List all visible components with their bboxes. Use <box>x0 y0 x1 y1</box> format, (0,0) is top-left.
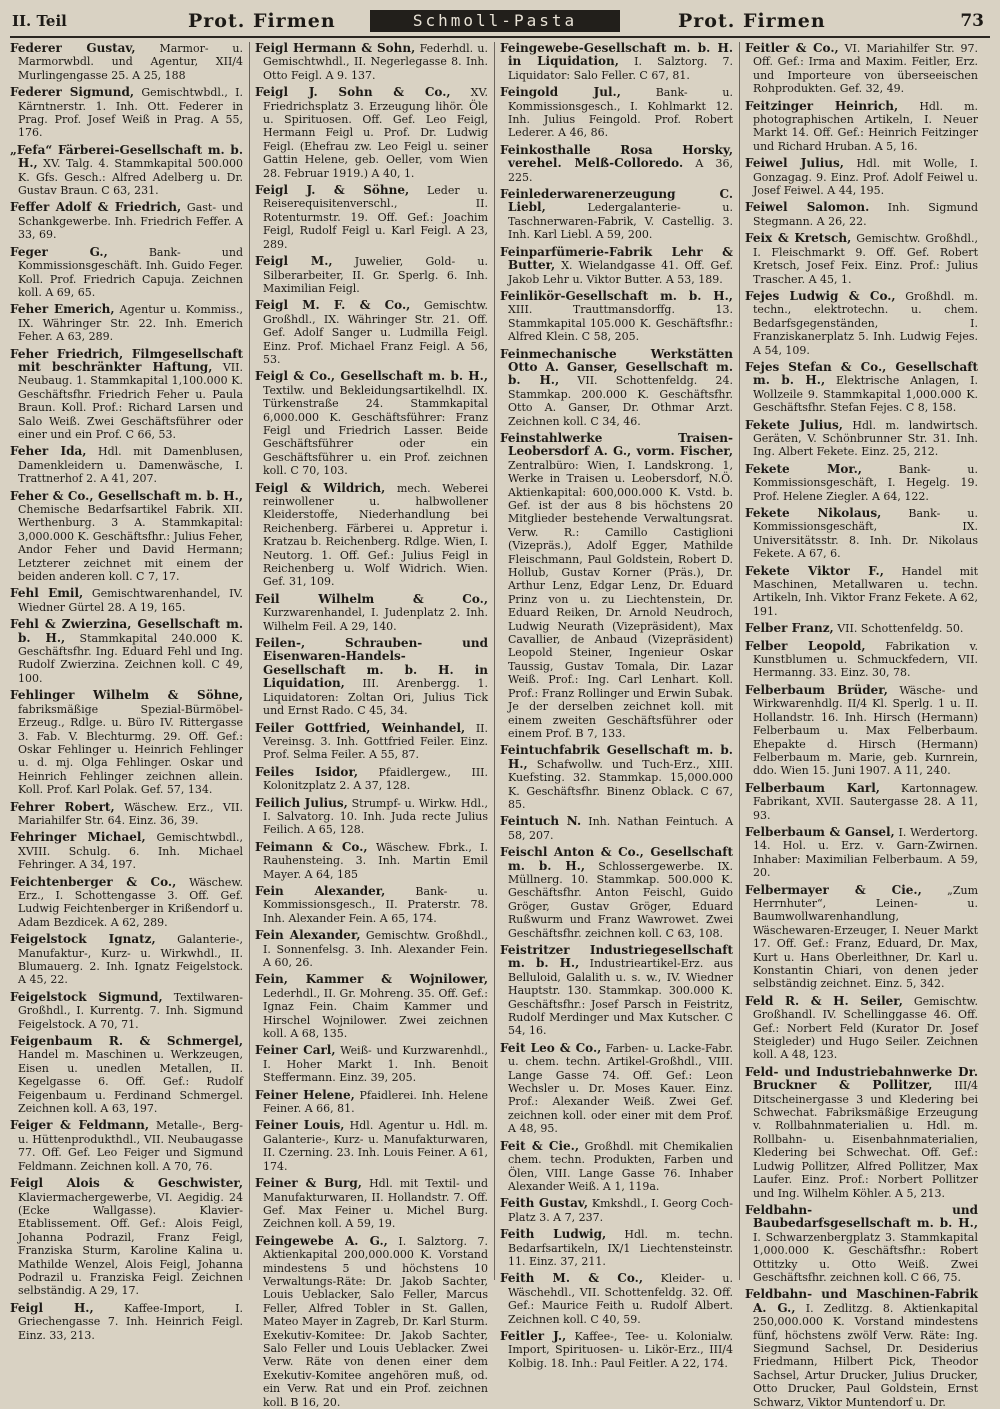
firm-details: Fabrikation v. Kunstblumen u. Schmuckfedern, VII. Hermanng. 33. Einz. 30, 78. <box>753 639 978 680</box>
page-number: 73 <box>960 11 984 31</box>
firm-details: Zentralbüro: Wien, I. Landskrong. 1, Werke in Traisen u. Leobersdorf, N.Ö. Aktienkapital: 600,000.000 K. Vstd. b. Gef. ist der aus 8 bis höchstens 20 Mitglieder bestehende Verwaltungsrat. Verw. R.: Camillo Castiglioni (Vizepräs.), Adolf Egger, Mathilde Fleischmann, Paul Goldstein, Robert D. Hollub, Gustav Korner (Präs.), Dr. Arthur Lenz, Edgar Lenz, Dr. Eduard Prinz von u. zu Liechtenstein, Dr. Eduard Reiken, Dr. Arnold Neudroch, Ludwig Neurath (Vizepräsident), Max Cavallier, de Anbaud (Vizepräsident) Leopold Steiner, Ingenieur Oskar Taussig, Gustav Tomala, Dir. Lazar Weiß. Prof.: Ing. Carl Lenhart. Koll. Prof.: Franz Rollinger und Erwin Subak. Je der derselben zeichnet koll. mit einem zweiten Geschäftsführer oder einem Prof. B 7, 133. <box>508 458 733 740</box>
directory-entry <box>10 933 243 987</box>
directory-entry <box>745 232 978 286</box>
firm-details: Galanterie-, Manufaktur-, Kurz- u. Wirkwhdl., II. Blumauerg. 2. Inh. Ignatz Feigelstock. A 45, 22. <box>18 933 243 987</box>
directory-entry <box>10 445 243 485</box>
firm-name: Feigl H., <box>10 1300 94 1315</box>
firm-name: Fekete Mor., <box>745 461 862 476</box>
directory-entry <box>10 876 243 930</box>
firm-name: Feher Emerich, <box>10 302 115 317</box>
firm-details: VII. Schottenfeldg. 24. Stammkap. 200.000 K. Geschäftsfhr. Otto A. Ganser, Dr. Othmar Arzt. Zeichnen koll. C 34, 46. <box>508 374 733 428</box>
firm-name: Fekete Julius, <box>745 417 843 432</box>
directory-entry <box>500 290 733 344</box>
directory-entry <box>10 144 243 198</box>
firm-details: Kleider- u. Wäschehdl., VII. Schottenfeldg. 32. Off. Gef.: Maurice Feith u. Rudolf Albert. Zeichnen koll. C 40, 59. <box>508 1272 733 1326</box>
directory-entry <box>500 1330 733 1370</box>
firm-name: Feldbahn- und Baubedarfsgesellschaft m. b. H., <box>745 1202 978 1231</box>
firm-name: Fekete Nikolaus, <box>745 506 882 520</box>
column-2 <box>255 41 489 1409</box>
firm-details: I. Salztorg. 7. Liquidator: Salo Feller. C 67, 81. <box>508 55 734 82</box>
firm-name: Feiwel Julius, <box>745 156 844 171</box>
firm-name: Feiles Isidor, <box>255 764 359 779</box>
firm-details: Wäschew. Fbrk., I. Rauhensteing. 3. Inh. Martin Emil Mayer. A 64, 185 <box>263 840 489 881</box>
firm-details: Juwelier, Gold- u. Silberarbeiter, II. Gr. Sperlg. 6. Inh. Maximilian Feigl. <box>263 255 488 295</box>
directory-entry <box>10 348 243 442</box>
firm-details: Bank- u. Kommissionsgeschäft, I. Hegelg. 19. Prof. Helene Ziegler. A 64, 122. <box>753 462 979 503</box>
firm-details: Marmor- u. Marmorwbdl. und Agentur, XII/4 Murlingengasse 25. A 25, 188 <box>18 42 244 82</box>
firm-details: Inh. Sigmund Stegmann. A 26, 22. <box>753 201 978 228</box>
section-title-left: Prot. Firmen <box>188 10 336 32</box>
directory-entry <box>10 1302 243 1342</box>
firm-details: Hdl. mit Textil- und Manufakturwaren, II. Hollandstr. 7. Off. Gef. Max Feiner u. Michel Burg. Zeichnen koll. A 59, 19. <box>263 1177 489 1231</box>
directory-entry <box>745 1288 978 1409</box>
firm-details: Chemische Bedarfsartikel Fabrik. XII. Werthenburg. 3 A. Stammkapital: 3,000.000 K. Geschäftsfhr.: Julius Feher, Andor Feher und David Hermann; Letzterer zeichnet mit einem der beiden anderen koll. C 7, 17. <box>18 503 243 584</box>
firm-name: Felberbaum Brüder, <box>745 682 888 697</box>
directory-entry <box>10 801 243 828</box>
section-title-right: Prot. Firmen <box>678 10 826 32</box>
firm-name: Fejes Ludwig & Co., <box>745 288 896 303</box>
directory-entry <box>255 1044 488 1084</box>
firm-name: Feichtenberger & Co., <box>10 874 177 889</box>
column-1 <box>10 41 244 1342</box>
firm-name: Feingewebe A. G., <box>255 1233 388 1248</box>
directory-entry <box>745 201 978 228</box>
directory-entry <box>500 1042 733 1136</box>
firm-details: Pfaidlerei. Inh. Helene Feiner. A 66, 81. <box>263 1088 488 1116</box>
firm-name: Felberbaum Karl, <box>745 780 880 795</box>
firm-details: Ledergalanterie- u. Taschnerwaren-Fabrik, V. Castellig. 3. Inh. Karl Liebl. A 59, 200. <box>508 201 733 242</box>
directory-entry <box>255 1235 488 1409</box>
directory-entry <box>10 587 243 614</box>
directory-entry <box>10 689 243 796</box>
firm-details: Leder u. Reiserequisitenverschl., II. Rotenturmstr. 19. Off. Gef.: Joachim Feigl, Rudolf Feigl u. Karl Feigl. A 23, 289. <box>263 184 488 251</box>
firm-details: VII. Schottenfeldg. 50. <box>837 622 964 636</box>
entry-columns <box>10 41 990 1409</box>
directory-entry <box>255 722 488 762</box>
directory-entry <box>255 593 488 633</box>
firm-details: III. Arenbergg. 1. Liquidatoren: Zoltan Ori, Julius Tick und Ernst Rado. C 45, 34. <box>263 677 488 718</box>
directory-entry <box>10 831 243 871</box>
firm-details: I. Werdertorg. 14. Hol. u. Erz. v. Garn-Zwirnen. Inhaber: Maximilian Felberbaum. A 59, 20. <box>753 825 979 880</box>
directory-entry <box>745 100 978 154</box>
firm-name: Feinlikör-Gesellschaft m. b. H., <box>500 288 733 303</box>
directory-entry <box>255 86 488 180</box>
firm-name: Feiner Louis, <box>255 1118 345 1133</box>
column-divider <box>249 42 250 1280</box>
directory-entry <box>10 246 243 300</box>
firm-details: I. Salztorg. 7. Aktienkapital 200,000.000 K. Vorstand mindestens 5 und höchstens 10 Verwaltungs-Räte: Dr. Jakob Sachter, Louis Ueblacker, Salo Feller, Marcus Feller, Alfred Tobler in St. Gallen, Mateo Mayer in Zagreb, Dr. Karl Sturm. Exekutiv-Komitee: Dr. Jakob Sachter, Salo Feller und Louis Ueblacker. Zwei Verw. Räte von denen einer dem Exekutiv-Komitee angehören muß, od. ein Verw. Rat und ein Prof. zeichnen koll. B 16, 20. <box>263 1234 488 1409</box>
firm-name: Feix & Kretsch, <box>745 231 852 246</box>
directory-entry <box>500 42 733 82</box>
firm-details: Hdl. m. techn. Bedarfsartikeln, IX/1 Liechtensteinstr. 11. Einz. 37, 211. <box>508 1228 734 1268</box>
directory-entry <box>500 144 733 184</box>
firm-name: Feingold Jul., <box>500 85 621 100</box>
firm-name: Feilich Julius, <box>255 795 348 810</box>
directory-entry <box>745 463 978 503</box>
firm-details: Hdl. m. landwirtsch. Geräten, V. Schönbrunner Str. 31. Inh. Ing. Albert Fekete. Einz. 25, 212. <box>753 418 978 459</box>
directory-entry <box>255 184 488 251</box>
firm-details: Federhdl. u. Gemischtwhdl., II. Negerlegasse 8. Inh. Otto Feigl. A 9. 137. <box>263 42 488 82</box>
firm-details: Textilwaren-Großhdl., I. Kurrentg. 7. Inh. Sigmund Feigelstock. A 70, 71. <box>18 990 243 1031</box>
directory-entry <box>255 299 488 366</box>
directory-entry <box>745 884 978 991</box>
directory-entry <box>10 303 243 343</box>
firm-details: VI. Mariahilfer Str. 97. Off. Gef.: Irma and Maxim. Feitler, Erz. und Importeure von überseeischen Rohprodukten. Gef. 32, 49. <box>753 42 978 96</box>
firm-details: Pfaidlergew., III. Kolonitzplatz 2. A 37, 128. <box>263 765 489 793</box>
firm-name: Feischl Anton & Co., Gesellschaft m. b. H., <box>500 845 733 873</box>
directory-entry <box>745 1204 978 1284</box>
firm-name: Feimann & Co., <box>255 839 368 854</box>
firm-name: Feiwel Salomon. <box>745 200 870 215</box>
firm-name: Fein Alexander, <box>255 883 386 898</box>
firm-details: XIII. Trauttmansdorffg. 13. Stammkapital 105.000 K. Geschäftsfhr.: Alfred Klein. C 58, 205. <box>508 303 733 344</box>
directory-entry <box>745 995 978 1062</box>
directory-entry <box>745 565 978 619</box>
firm-details: Wäschew. Erz., I. Schottengasse 3. Off. Gef. Ludwig Feichtenberger in Krißendorf u. Adam Bezdicek. A 62, 289. <box>18 875 244 929</box>
directory-entry <box>255 973 488 1040</box>
firm-name: Feit & Cie., <box>500 1138 579 1153</box>
firm-details: XV. Friedrichsplatz 3. Erzeugung lihör. Öle u. Spirituosen. Off. Gef. Leo Feigl, Hermann Feigl u. Prof. Dr. Ludwig Feigl. (Ehefrau zw. Leo Feigl u. seiner Gattin Helene, geb. Oeller, vom Wien 28. Februar 1919.) A 40, 1. <box>263 86 489 180</box>
firm-name: Feinmechanische Werkstätten Otto A. Ganser, Gesellschaft m. b. H., <box>500 346 733 388</box>
firm-name: Feith Gustav, <box>500 1196 589 1211</box>
directory-entry <box>255 42 488 82</box>
directory-entry <box>255 370 488 477</box>
firm-name: Fekete Viktor F., <box>745 563 884 578</box>
firm-details: Gast- und Schankgewerbe. Inh. Friedrich Feffer. A 33, 69. <box>18 201 243 242</box>
directory-entry <box>500 815 733 842</box>
firm-name: Feigl J. Sohn & Co., <box>255 85 451 100</box>
column-4 <box>745 41 979 1409</box>
firm-details: Bank- u. Kommissionsgesch., II. Praterstr. 78. Inh. Alexander Fein. A 65, 174. <box>263 884 488 925</box>
directory-entry <box>745 507 978 561</box>
firm-details: Handel mit Maschinen, Metallwaren u. techn. Artikeln, Inh. Viktor Franz Fekete. A 62, 191. <box>753 564 979 618</box>
directory-entry <box>745 622 978 635</box>
firm-name: Feith Ludwig, <box>500 1227 607 1242</box>
advertisement-banner: Schmoll-Pasta <box>370 10 620 32</box>
firm-name: Feger G., <box>10 244 108 259</box>
directory-entry <box>745 684 978 778</box>
directory-entry <box>745 361 978 415</box>
firm-details: Kaffee-, Tee- u. Kolonialw. Import, Spirituosen- u. Likör-Erz., III/4 Kolbig. 18. Inh.: Paul Feitler. A 22, 174. <box>508 1329 733 1370</box>
firm-name: Feitzinger Heinrich, <box>745 98 899 113</box>
firm-details: Klaviermachergewerbe, VI. Aegidig. 24 (Ecke Wallgasse). Klavier-Etablissement. Off. Gef.: Alois Feigl, Johanna Podrazil, Franz Feigl, Franziska Sturm, Karoline Kalina u. Mathilde Wenzel, Alois Feigl, Johanna Podrazil u. Franziska Feigl. Zeichnen selbständig. A 29, 17. <box>18 1190 243 1298</box>
firm-details: Elektrische Anlagen, I. Wollzeile 9. Stammkapital 1,000.000 K. Geschäftsfhr. Stefan Fejes. C 8, 158. <box>753 374 978 415</box>
firm-name: Feld R. & H. Seiler, <box>745 993 903 1008</box>
directory-entry <box>500 1228 733 1268</box>
directory-entry <box>745 42 978 96</box>
page-header <box>10 6 990 38</box>
firm-name: Feil Wilhelm & Co., <box>255 591 488 606</box>
firm-details: Gemischtwbdl., XVIII. Schulg. 6. Inh. Michael Fehringer. A 34, 197. <box>18 831 244 872</box>
firm-details: A 36, 225. <box>508 157 733 184</box>
directory-entry <box>255 797 488 837</box>
firm-name: „Fefa“ Färberei-Gesellschaft m. b. H., <box>10 142 243 171</box>
firm-name: Feffer Adolf & Friedrich, <box>10 200 182 215</box>
firm-details: Gemischtw. Großhdl., I. Sonnenfelsg. 3. Inh. Alexander Fein. A 60, 26. <box>263 929 489 969</box>
firm-details: Inh. Nathan Feintuch. A 58, 207. <box>508 815 734 842</box>
directory-entry <box>500 432 733 740</box>
firm-details: I. Zedlitzg. 8. Aktienkapital 250,000.000 K. Vorstand mindestens fünf, höchstens zwölf Verw. Räte: Ing. Siegmund Sachsel, Dr. Desiderius Friedmann, Hilbert Pick, Theodor Sachsel, Artur Drucker, Julius Drucker, Otto Drucker, Paul Goldstein, Ernst Schwarz, Viktor Muntendorf u. Dr. <box>753 1301 979 1409</box>
firm-name: Fehl & Zwierzina, Gesellschaft m. b. H., <box>10 617 243 645</box>
directory-entry <box>10 618 243 685</box>
firm-name: Fehlinger Wilhelm & Söhne, <box>10 688 243 703</box>
firm-details: Bank- und Kommissionsgeschäft. Inh. Guido Feger. Koll. Prof. Friedrich Capuja. Zeichnen koll. A 69, 65. <box>18 245 244 299</box>
directory-entry <box>745 782 978 822</box>
firm-name: Feigl & Co., Gesellschaft m. b. H., <box>255 369 488 384</box>
firm-name: Feiger & Feldmann, <box>10 1118 150 1133</box>
directory-entry <box>10 991 243 1031</box>
firm-details: XV. Talg. 4. Stammkapital 500.000 K. Gfs. Gesch.: Alfred Adelberg u. Dr. Gustav Braun. C 63, 231. <box>18 157 244 198</box>
firm-details: Kurzwarenhandel, I. Judenplatz 2. Inh. Wilhelm Feil. A 29, 140. <box>263 606 488 633</box>
column-divider <box>739 42 740 1280</box>
firm-name: Fein, Kammer & Wojnilower, <box>255 972 488 987</box>
directory-entry <box>10 201 243 241</box>
firm-name: Feinlederwarenerzeugung C. Liebl, <box>500 187 733 215</box>
firm-name: Feingewebe-Gesellschaft m. b. H. in Liquidation, <box>500 41 733 69</box>
firm-details: X. Wielandgasse 41. Off. Gef. Jakob Lehr u. Viktor Butter. A 53, 189. <box>508 259 733 286</box>
firm-name: Feintuchfabrik Gesellschaft m. b. H., <box>500 743 733 771</box>
firm-details: Gemischtw. Großhdl., I. Fleischmarkt 9. Off. Gef. Robert Kretsch, Josef Feix. Einz. Prof.: Julius Trascher. A 45, 1. <box>753 232 979 286</box>
directory-entry <box>745 826 978 880</box>
firm-details: Lederhdl., II. Gr. Mohreng. 35. Off. Gef.: Ignaz Fein. Chaim Kammer und Hirschel Wojnilower. Zwei zeichnen koll. A 68, 135. <box>263 986 488 1041</box>
firm-details: Hdl. m. photographischen Artikeln, I. Neuer Markt 14. Off. Gef.: Heinrich Feitzinger und Richard Hruban. A 5, 16. <box>753 99 978 153</box>
firm-details: Kmkshdl., I. Georg Coch-Platz 3. A 7, 237. <box>508 1197 733 1224</box>
directory-entry <box>255 929 488 969</box>
directory-entry <box>10 86 243 140</box>
firm-name: Feiler Gottfried, Weinhandel, <box>255 720 466 735</box>
firm-name: Feith M. & Co., <box>500 1271 644 1286</box>
directory-entry <box>255 255 488 295</box>
firm-name: Feinstahlwerke Traisen-Leobersdorf A. G., vorm. Fischer, <box>500 430 733 459</box>
directory-entry <box>500 86 733 140</box>
firm-name: Federer Sigmund, <box>10 85 135 100</box>
firm-details: Kartonnagew. Fabrikant, XVII. Sautergasse 28. A 11, 93. <box>753 781 978 822</box>
firm-details: Bank- u. Kommissionsgeschäft, IX. Universitätsstr. 8. Inh. Dr. Nikolaus Fekete. A 67, 6. <box>753 507 979 561</box>
firm-name: Feher Ida, <box>10 444 87 459</box>
firm-details: Hdl. mit Damenblusen, Damenkleidern u. Damenwäsche, I. Trattnerhof 2. A 41, 207. <box>18 445 243 486</box>
column-3 <box>500 41 734 1370</box>
directory-entry <box>255 1089 488 1116</box>
firm-name: Feigenbaum R. & Schmergel, <box>10 1034 243 1049</box>
firm-details: Weiß- und Kurzwarenhdl., I. Hoher Markt 1. Inh. Benoit Steffermann. Einz. 39, 205. <box>263 1044 488 1085</box>
firm-name: Feiner & Burg, <box>255 1176 362 1191</box>
firm-details: Wäschew. Erz., VII. Mariahilfer Str. 64. Einz. 36, 39. <box>18 800 243 827</box>
firm-details: Handel m. Maschinen u. Werkzeugen, Eisen u. unedlen Metallen, II. Kegelgasse 6. Off. Gef.: Rudolf Feigenbaum u. Ferdinand Schmergel. Zeichnen koll. A 63, 197. <box>18 1048 243 1116</box>
directory-entry <box>10 490 243 584</box>
firm-name: Feher Friedrich, Filmgesellschaft mit beschränkter Haftung, <box>10 346 243 374</box>
firm-details: Großhdl. mit Chemikalien chem. techn. Produkten, Farben und Ölen, VIII. Lange Gasse 76. Inhaber Alexander Weiß. A 1, 119a. <box>508 1139 734 1193</box>
directory-entry <box>745 640 978 680</box>
firm-name: Feigelstock Sigmund, <box>10 989 163 1004</box>
directory-entry <box>745 290 978 357</box>
directory-entry <box>255 482 488 589</box>
firm-details: fabriksmäßige Spezial-Bürmöbel-Erzeug., Rdlge. u. Büro IV. Rittergasse 3. Fab. V. Blechturmg. 29. Off. Gef.: Oskar Fehlinger u. Heinrich Fehlinger u. d. mj. Olga Fehlinger. Oskar und Heinrich Fehlinger zeichnen allein. Koll. Prof. Karl Polak. Gef. 57, 134. <box>18 702 243 797</box>
directory-entry <box>500 944 733 1038</box>
directory-entry <box>500 246 733 286</box>
firm-name: Feigl M., <box>255 254 333 269</box>
firm-name: Felber Franz, <box>745 621 834 636</box>
firm-details: Gemischtw. Großhdl., IX. Währinger Str. 21. Off. Gef. Adolf Sanger u. Ludmilla Feigl. Einz. Prof. Michael Franz Feigl. A 56, 53. <box>263 299 489 366</box>
firm-name: Feinkosthalle Rosa Horsky, verehel. Melß-Colloredo. <box>500 142 733 171</box>
firm-details: Agentur u. Kommiss., IX. Währinger Str. 22. Inh. Emerich Feher. A 63, 289. <box>18 303 243 344</box>
firm-details: Gemischtwarenhandel, IV. Wiedner Gürtel 28. A 19, 165. <box>18 587 243 614</box>
directory-entry <box>255 1119 488 1173</box>
directory-entry <box>500 744 733 811</box>
directory-entry <box>745 1066 978 1200</box>
firm-name: Feistritzer Industriegesellschaft m. b. H., <box>500 943 733 971</box>
directory-entry <box>255 885 488 925</box>
firm-name: Fejes Stefan & Co., Gesellschaft m. b. H., <box>745 359 978 388</box>
firm-name: Feld- und Industriebahnwerke Dr. Bruckner & Pollitzer, <box>745 1064 978 1093</box>
firm-details: Industrieartikel-Erz. aus Belluloid, Galalith u. s. w., IV. Wiedner Hauptstr. 130. Stammkap. 300.000 K. Geschäftsfhr.: Josef Parsch in Feistritz, Rudolf Merdinger und Max Kutscher. C 54, 16. <box>508 957 733 1038</box>
firm-details: Gemischtwbdl., I. Kärntnerstr. 1. Inh. Ott. Federer in Prag. Prof. Josef Weiß in Prag. A 55, 176. <box>18 86 244 140</box>
firm-details: Textilw. und Bekleidungsartikelhdl. IX. Türkenstraße 24. Stammkapital 6,000.000 K. Geschäftsführer: Franz Feigl und Friedrich Lasser. Beide Geschäftsführer oder ein Geschäftsführer u. ein Prof. zeichnen koll. C 70, 103. <box>263 383 488 478</box>
directory-entry <box>255 637 488 717</box>
firm-details: Kaffee-Import, I. Griechengasse 7. Inh. Heinrich Feigl. Einz. 33, 213. <box>18 1301 243 1342</box>
directory-entry <box>10 42 243 82</box>
directory-entry <box>500 348 733 428</box>
firm-name: Feigelstock Ignatz, <box>10 932 156 947</box>
firm-details: Schlossergewerbe. IX. Müllnerg. 10. Stammkap. 500.000 K. Geschäftsfhr. Anton Feischl, Guido Gröger, Gustav Gröger, Eduard Rußwurm und Franz Wawrowet. Zwei Geschäftsfhr. zeichnen koll. C 63, 108. <box>508 859 733 940</box>
firm-name: Feigl Alois & Geschwister, <box>10 1176 243 1191</box>
firm-name: Feintuch N. <box>500 814 582 829</box>
directory-entry <box>745 157 978 197</box>
firm-name: Feldbahn- und Maschinen-Fabrik A. G., <box>745 1287 978 1315</box>
directory-entry <box>10 1035 243 1115</box>
firm-details: mech. Weberei reinwollener u. halbwollener Kleiderstoffe, Niederhandlung bei Reichenberg. Färberei u. Appretur i. Kratzau b. Reichenberg. Rdlge. Wien, I. Neutorg. 1. Off. Gef.: Julius Feigl in Reichenberg u. Wolf Widrich. Wien. Gef. 31, 109. <box>263 481 488 589</box>
firm-details: III/4 Ditscheinergasse 3 und Kledering bei Schwechat. Fabriksmäßige Erzeugung v. Rollbahnmaterialien u. Hdl. m. Rollbahn- u. Eisenbahnmaterialien, Kledering bei Schwechat. Off. Gef.: Ludwig Pollitzer, Alfred Pollitzer, Max Laufer. Einz. Prof.: Norbert Pollitzer und Ing. Wilhelm Köhler. A 5, 213. <box>753 1079 978 1200</box>
firm-name: Fein Alexander, <box>255 928 361 943</box>
directory-entry <box>500 846 733 940</box>
firm-name: Feiner Helene, <box>255 1087 355 1102</box>
firm-name: Fehl Emil, <box>10 586 84 601</box>
firm-name: Feit Leo & Co., <box>500 1040 602 1055</box>
firm-details: I. Schwarzenbergplatz 3. Stammkapital 1,000.000 K. Geschäftsfhr.: Robert Ottitzky u. Otto Weiß. Zwei Geschäftsfhr. zeichnen koll. C 66, 75. <box>753 1230 978 1284</box>
directory-entry <box>500 1197 733 1224</box>
directory-entry <box>745 419 978 459</box>
directory-entry <box>255 1177 488 1231</box>
firm-details: Großhdl. m. techn., elektrotechn. u. chem. Bedarfsgegenständen, I. Franziskanerplatz 5. Inh. Ludwig Fejes. A 54, 109. <box>753 289 978 357</box>
directory-entry <box>255 766 488 793</box>
firm-name: Feinparfümerie-Fabrik Lehr & Butter, <box>500 244 733 273</box>
firm-name: Fehringer Michael, <box>10 830 146 845</box>
firm-details: Hdl. mit Wolle, I. Gonzagag. 9. Einz. Prof. Adolf Feiwel u. Josef Feiwel. A 44, 195. <box>753 157 979 198</box>
firm-details: Bank- u. Kommissionsgesch., I. Kohlmarkt 12. Inh. Julius Feingold. Prof. Robert Lederer. A 46, 86. <box>508 86 734 140</box>
firm-name: Feitler & Co., <box>745 41 839 55</box>
directory-entry <box>500 1272 733 1326</box>
firm-details: Gemischtw. Großhandl. IV. Schellinggasse 46. Off. Gef.: Norbert Feld (Kurator Dr. Josef Steigleder) und Hugo Seiler. Zeichnen koll. A 48, 123. <box>753 994 979 1062</box>
firm-details: Strumpf- u. Wirkw. Hdl., I. Salvatorg. 10. Inh. Juda recte Julius Feilich. A 65, 128. <box>263 796 489 837</box>
firm-details: Wäsche- und Wirkwarenhdlg. II/4 Kl. Sperlg. 1 u. II. Hollandstr. 16. Inh. Hirsch (Hermann) Felberbaum u. Max Felberbaum. Ehepakte d. Hirsch (Hermann) Felberbaum m. Marie, geb. Kurnrein, ddo. Wien 15. Juni 1907. A 11, 240. <box>753 683 979 778</box>
firm-name: Feher & Co., Gesellschaft m. b. H., <box>10 488 243 503</box>
firm-name: Federer Gustav, <box>10 41 136 55</box>
directory-entry <box>10 1119 243 1173</box>
firm-name: Felbermayer & Cie., <box>745 882 922 897</box>
firm-details: II. Vereinsg. 3. Inh. Gottfried Feiler. Einz. Prof. Selma Feiler. A 55, 87. <box>263 721 489 762</box>
firm-name: Felberbaum & Gansel, <box>745 824 895 839</box>
firm-name: Fehrer Robert, <box>10 799 115 814</box>
column-divider <box>494 42 495 1280</box>
firm-name: Feigl J. & Söhne, <box>255 183 410 198</box>
firm-details: Hdl. Agentur u. Hdl. m. Galanterie-, Kurz- u. Manufakturwaren, II. Czerning. 23. Inh. Louis Feiner. A 61, 174. <box>263 1119 488 1173</box>
directory-entry <box>10 1177 243 1298</box>
firm-details: „Zum Herrnhuter“, Leinen- u. Baumwollwarenhandlung, Wäschewaren-Erzeuger, I. Neuer Markt 17. Off. Gef.: Franz, Eduard, Dr. Max, Kurt u. Hans Oberleithner, Dr. Karl u. Konstantin Chiari, von denen jeder selbständig zeichnet. Einz. 5, 342. <box>753 883 978 991</box>
firm-details: Metalle-, Berg- u. Hüttenprodukthdl., VII. Neubaugasse 77. Off. Gef. Leo Feiger und Sigmund Feldmann. Zeichnen koll. A 70, 76. <box>18 1119 244 1173</box>
part-label: II. Teil <box>12 12 67 30</box>
directory-entry <box>500 188 733 242</box>
firm-name: Feilen-, Schrauben- und Eisenwaren-Handels-Gesellschaft m. b. H. in Liquidation, <box>255 636 488 691</box>
firm-name: Felber Leopold, <box>745 638 866 653</box>
firm-name: Feigl M. F. & Co., <box>255 298 411 313</box>
firm-name: Feiner Carl, <box>255 1043 336 1058</box>
firm-name: Feigl & Wildrich, <box>255 480 386 495</box>
firm-details: Stammkapital 240.000 K. Geschäftsfhr. Ing. Eduard Fehl und Ing. Rudolf Zwierzina. Zeichnen koll. C 49, 100. <box>18 631 243 685</box>
firm-details: VII. Neubaug. 1. Stammkapital 1,100.000 K. Geschäftsfhr. Friedrich Feher u. Paula Braun. Koll. Prof.: Richard Larsen und Salo Weiß. Zwei Geschäftsführer oder einer und ein Prof. C 66, 53. <box>18 360 243 441</box>
firm-details: Farben- u. Lacke-Fabr. u. chem. techn. Artikel-Großhdl., VIII. Lange Gasse 74. Off. Gef.: Leon Wechsler u. Dr. Moses Kauer. Einz. Prof.: Alexander Weiß. Zwei Gef. zeichnen koll. oder einer mit dem Prof. A 48, 95. <box>508 1041 733 1136</box>
firm-name: Feigl Hermann & Sohn, <box>255 41 416 55</box>
firm-details: Schafwollw. und Tuch-Erz., XIII. Kuefsting. 32. Stammkap. 15,000.000 K. Geschäftsfhr. Binenz Oblack. C 67, 85. <box>508 757 733 811</box>
directory-entry <box>500 1140 733 1194</box>
firm-name: Feitler J., <box>500 1328 567 1343</box>
directory-entry <box>255 841 488 881</box>
